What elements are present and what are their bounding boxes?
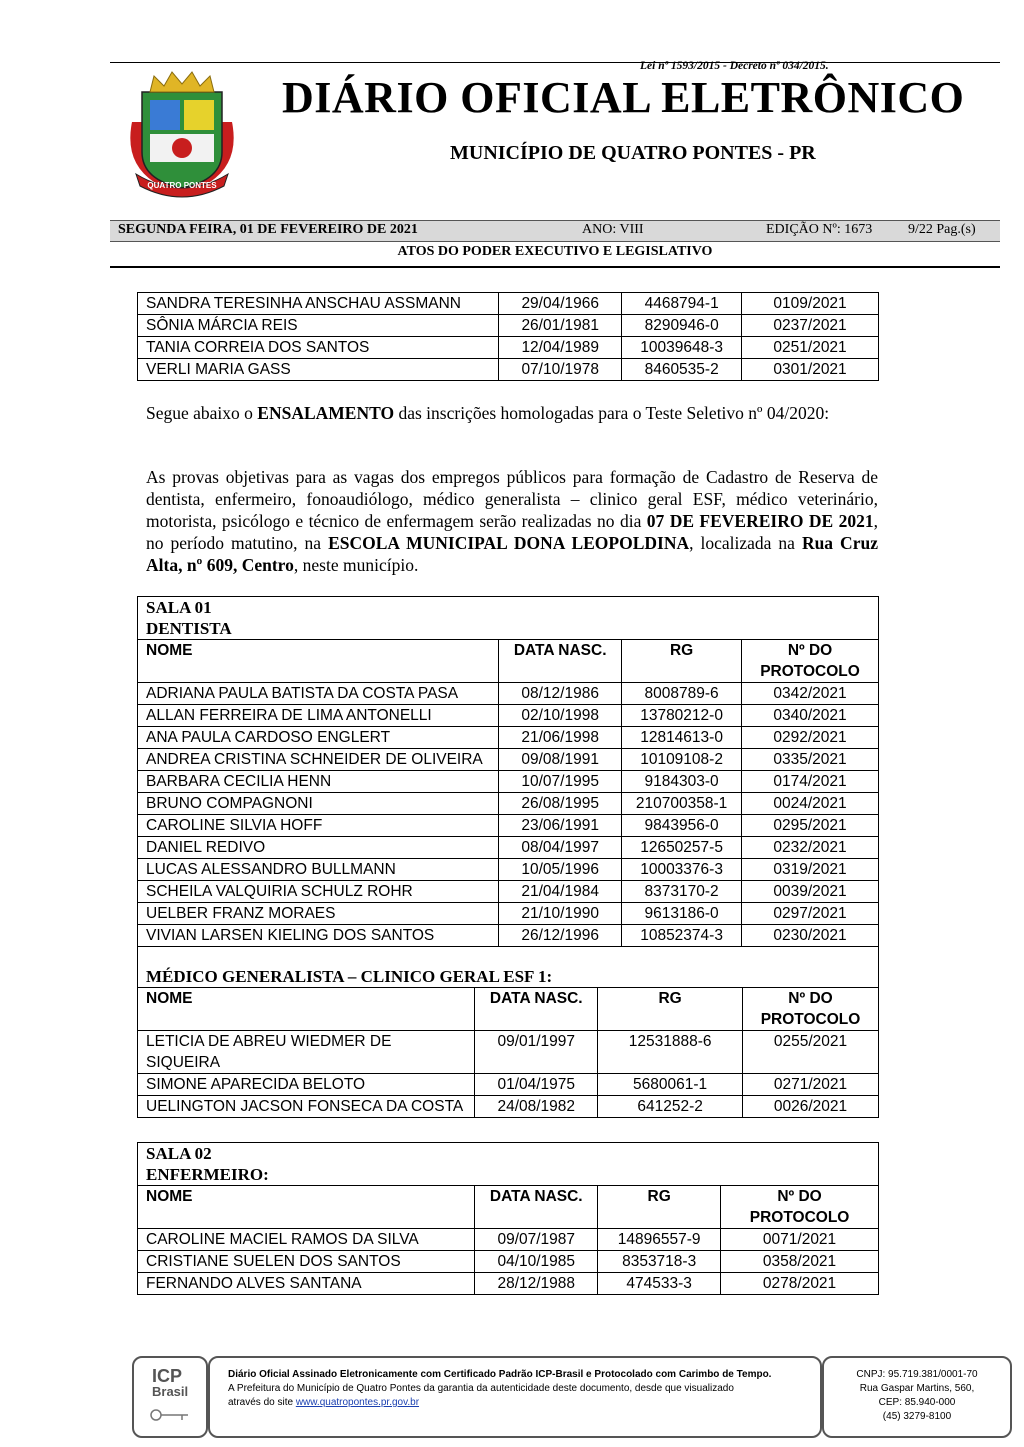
cell-protocol: 0335/2021 [742, 749, 879, 771]
sala-01-title: SALA 01 [138, 597, 879, 619]
cell-birth: 29/04/1966 [499, 293, 622, 315]
cell-name: ADRIANA PAULA BATISTA DA COSTA PASA [138, 683, 499, 705]
col-birth: DATA NASC. [475, 1186, 598, 1229]
edition-number: EDIÇÃO Nº: 1673 [766, 222, 873, 237]
footer-line-3: através do site www.quatropontes.pr.gov.br [228, 1397, 420, 1408]
footer-line-2: A Prefeitura do Município de Quatro Pontes da garantia da autenticidade deste documento, desde que visualizado [228, 1383, 734, 1394]
table-row [138, 705, 879, 727]
cell-birth: 02/10/1998 [499, 705, 622, 727]
cell-rg: 10003376-3 [622, 859, 742, 881]
table-row [138, 1096, 879, 1118]
cell-rg: 8373170-2 [622, 881, 742, 903]
cell-protocol: 0230/2021 [742, 925, 879, 947]
cell-name: VERLI MARIA GASS [138, 359, 499, 381]
edition-bar [110, 220, 1000, 242]
cell-name: UELINGTON JACSON FONSECA DA COSTA [138, 1096, 475, 1118]
cell-name: VIVIAN LARSEN KIELING DOS SANTOS [138, 925, 499, 947]
table-row [138, 815, 879, 837]
cell-name: ALLAN FERREIRA DE LIMA ANTONELLI [138, 705, 499, 727]
cell-name: LETICIA DE ABREU WIEDMER DE SIQUEIRA [138, 1031, 475, 1074]
table-row [138, 315, 879, 337]
icp-logo-text: ICP Brasil [152, 1366, 189, 1399]
cell-rg: 8353718-3 [598, 1251, 721, 1273]
footer-contact-box [822, 1356, 1012, 1438]
cell-rg: 9613186-0 [622, 903, 742, 925]
address: Rua Gaspar Martins, 560, [859, 1383, 975, 1394]
col-birth: DATA NASC. [475, 988, 598, 1031]
sala-01-medico-table [137, 946, 879, 1118]
footer-line-1: Diário Oficial Assinado Eletronicamente com Certificado Padrão ICP-Brasil e Protocolado com Carimbo de Tempo. [228, 1369, 772, 1380]
cell-name: SIMONE APARECIDA BELOTO [138, 1074, 475, 1096]
table-row [138, 359, 879, 381]
cell-birth: 21/04/1984 [499, 881, 622, 903]
footer-certification-box [208, 1356, 822, 1438]
cell-rg: 12531888-6 [598, 1031, 743, 1074]
table-header-row [138, 988, 879, 1031]
cell-name: BRUNO COMPAGNONI [138, 793, 499, 815]
cell-birth: 01/04/1975 [475, 1074, 598, 1096]
cell-rg: 474533-3 [598, 1273, 721, 1295]
section-heading: ATOS DO PODER EXECUTIVO E LEGISLATIVO [110, 244, 1000, 268]
edition-year: ANO: VIII [582, 222, 644, 237]
cell-birth: 21/10/1990 [499, 903, 622, 925]
cell-rg: 8008789-6 [622, 683, 742, 705]
cell-birth: 09/01/1997 [475, 1031, 598, 1074]
cell-name: FERNANDO ALVES SANTANA [138, 1273, 475, 1295]
page-title: DIÁRIO OFICIAL ELETRÔNICO [282, 73, 965, 122]
table-row [138, 1251, 879, 1273]
cell-rg: 10852374-3 [622, 925, 742, 947]
table-row [138, 837, 879, 859]
table-row [138, 793, 879, 815]
group-enfermeiro: ENFERMEIRO: [138, 1164, 879, 1186]
icp-logo-box [132, 1356, 208, 1438]
cell-rg: 13780212-0 [622, 705, 742, 727]
cell-name: BARBARA CECILIA HENN [138, 771, 499, 793]
col-protocol: Nº DO PROTOCOLO [743, 988, 879, 1031]
cell-birth: 07/10/1978 [499, 359, 622, 381]
table-row [138, 683, 879, 705]
table-row [138, 1229, 879, 1251]
cnpj: CNPJ: 95.719.381/0001-70 [856, 1369, 978, 1380]
cell-birth: 12/04/1989 [499, 337, 622, 359]
cell-rg: 4468794-1 [622, 293, 742, 315]
cell-rg: 210700358-1 [622, 793, 742, 815]
cell-protocol: 0026/2021 [743, 1096, 879, 1118]
cell-protocol: 0301/2021 [742, 359, 879, 381]
cell-birth: 09/07/1987 [475, 1229, 598, 1251]
edition-pages: 9/22 Pag.(s) [908, 222, 976, 237]
cell-rg: 641252-2 [598, 1096, 743, 1118]
table-row [138, 881, 879, 903]
table-row [138, 749, 879, 771]
cell-protocol: 0358/2021 [721, 1251, 879, 1273]
table-header-row [138, 640, 879, 683]
col-protocol: Nº DO PROTOCOLO [742, 640, 879, 683]
cell-protocol: 0292/2021 [742, 727, 879, 749]
cell-protocol: 0319/2021 [742, 859, 879, 881]
cell-name: ANDREA CRISTINA SCHNEIDER DE OLIVEIRA [138, 749, 499, 771]
cell-birth: 10/05/1996 [499, 859, 622, 881]
exam-paragraph: As provas objetivas para as vagas dos empregos públicos para formação de Cadastro de Reserva de dentista, enfermeiro, fonoaudiólogo, médico generalista – clinico geral ESF, médico veterinário, motorista, psicólogo e técnico de enfermagem serão realizadas no dia 07 DE FEVEREIRO DE 2021, no período matutino, na ESCOLA MUNICIPAL DONA LEOPOLDINA, localizada na Rua Cruz Alta, nº 609, Centro, neste município. [146, 467, 878, 575]
col-birth: DATA NASC. [499, 640, 622, 683]
cell-birth: 26/01/1981 [499, 315, 622, 337]
table-row [138, 293, 879, 315]
table-row [138, 337, 879, 359]
cell-name: CAROLINE SILVIA HOFF [138, 815, 499, 837]
col-name: NOME [138, 988, 475, 1031]
table-row [138, 925, 879, 947]
cell-protocol: 0174/2021 [742, 771, 879, 793]
cell-birth: 09/08/1991 [499, 749, 622, 771]
col-rg: RG [622, 640, 742, 683]
cell-birth: 24/08/1982 [475, 1096, 598, 1118]
edition-date: SEGUNDA FEIRA, 01 DE FEVEREIRO DE 2021 [118, 222, 418, 237]
site-link[interactable]: www.quatropontes.pr.gov.br [295, 1397, 420, 1408]
cell-name: TANIA CORREIA DOS SANTOS [138, 337, 499, 359]
cell-protocol: 0342/2021 [742, 683, 879, 705]
cell-name: SANDRA TERESINHA ANSCHAU ASSMANN [138, 293, 499, 315]
col-rg: RG [598, 988, 743, 1031]
sala-01-table [137, 596, 879, 947]
table-row [138, 1074, 879, 1096]
cell-birth: 04/10/1985 [475, 1251, 598, 1273]
sala-02-table [137, 1142, 879, 1295]
col-rg: RG [598, 1186, 721, 1229]
cell-protocol: 0071/2021 [721, 1229, 879, 1251]
cell-birth: 08/04/1997 [499, 837, 622, 859]
cell-rg: 12650257-5 [622, 837, 742, 859]
cell-protocol: 0232/2021 [742, 837, 879, 859]
cell-birth: 08/12/1986 [499, 683, 622, 705]
cell-name: UELBER FRANZ MORAES [138, 903, 499, 925]
cell-protocol: 0109/2021 [742, 293, 879, 315]
law-reference: Lei nº 1593/2015 - Decreto nº 034/2015. [640, 60, 829, 72]
cell-rg: 9843956-0 [622, 815, 742, 837]
continuation-table [137, 292, 879, 381]
sala-02-title: SALA 02 [138, 1143, 879, 1165]
cell-protocol: 0295/2021 [742, 815, 879, 837]
col-protocol: Nº DO PROTOCOLO [721, 1186, 879, 1229]
cell-birth: 21/06/1998 [499, 727, 622, 749]
table-row [138, 1031, 879, 1074]
cep: CEP: 85.940-000 [878, 1397, 956, 1408]
cell-protocol: 0255/2021 [743, 1031, 879, 1074]
table-row [138, 859, 879, 881]
cell-name: SCHEILA VALQUIRIA SCHULZ ROHR [138, 881, 499, 903]
cell-rg: 9184303-0 [622, 771, 742, 793]
crest-banner: QUATRO PONTES [147, 181, 217, 190]
key-icon [150, 1408, 190, 1422]
col-name: NOME [138, 640, 499, 683]
cell-protocol: 0271/2021 [743, 1074, 879, 1096]
table-row [138, 903, 879, 925]
cell-birth: 26/08/1995 [499, 793, 622, 815]
col-name: NOME [138, 1186, 475, 1229]
page-subtitle: MUNICÍPIO DE QUATRO PONTES - PR [450, 142, 816, 164]
table-row [138, 727, 879, 749]
cell-name: CAROLINE MACIEL RAMOS DA SILVA [138, 1229, 475, 1251]
cell-rg: 12814613-0 [622, 727, 742, 749]
cell-birth: 23/06/1991 [499, 815, 622, 837]
cell-rg: 8460535-2 [622, 359, 742, 381]
cell-rg: 14896557-9 [598, 1229, 721, 1251]
cell-protocol: 0278/2021 [721, 1273, 879, 1295]
phone: (45) 3279-8100 [882, 1411, 952, 1422]
cell-name: LUCAS ALESSANDRO BULLMANN [138, 859, 499, 881]
group-dentista: DENTISTA [138, 618, 879, 640]
cell-rg: 10039648-3 [622, 337, 742, 359]
cell-name: SÔNIA MÁRCIA REIS [138, 315, 499, 337]
municipal-crest-icon [114, 62, 250, 198]
cell-birth: 10/07/1995 [499, 771, 622, 793]
cell-rg: 8290946-0 [622, 315, 742, 337]
cell-protocol: 0340/2021 [742, 705, 879, 727]
cell-rg: 5680061-1 [598, 1074, 743, 1096]
table-row [138, 771, 879, 793]
cell-protocol: 0024/2021 [742, 793, 879, 815]
cell-protocol: 0039/2021 [742, 881, 879, 903]
cell-protocol: 0297/2021 [742, 903, 879, 925]
cell-protocol: 0251/2021 [742, 337, 879, 359]
cell-protocol: 0237/2021 [742, 315, 879, 337]
cell-name: ANA PAULA CARDOSO ENGLERT [138, 727, 499, 749]
cell-rg: 10109108-2 [622, 749, 742, 771]
cell-birth: 26/12/1996 [499, 925, 622, 947]
intro-paragraph: Segue abaixo o ENSALAMENTO das inscrições homologadas para o Teste Seletivo nº 04/2020: [146, 403, 830, 423]
table-row [138, 1273, 879, 1295]
cell-name: DANIEL REDIVO [138, 837, 499, 859]
cell-birth: 28/12/1988 [475, 1273, 598, 1295]
table-header-row [138, 1186, 879, 1229]
cell-name: CRISTIANE SUELEN DOS SANTOS [138, 1251, 475, 1273]
group-medico: MÉDICO GENERALISTA – CLINICO GERAL ESF 1: [138, 946, 879, 988]
